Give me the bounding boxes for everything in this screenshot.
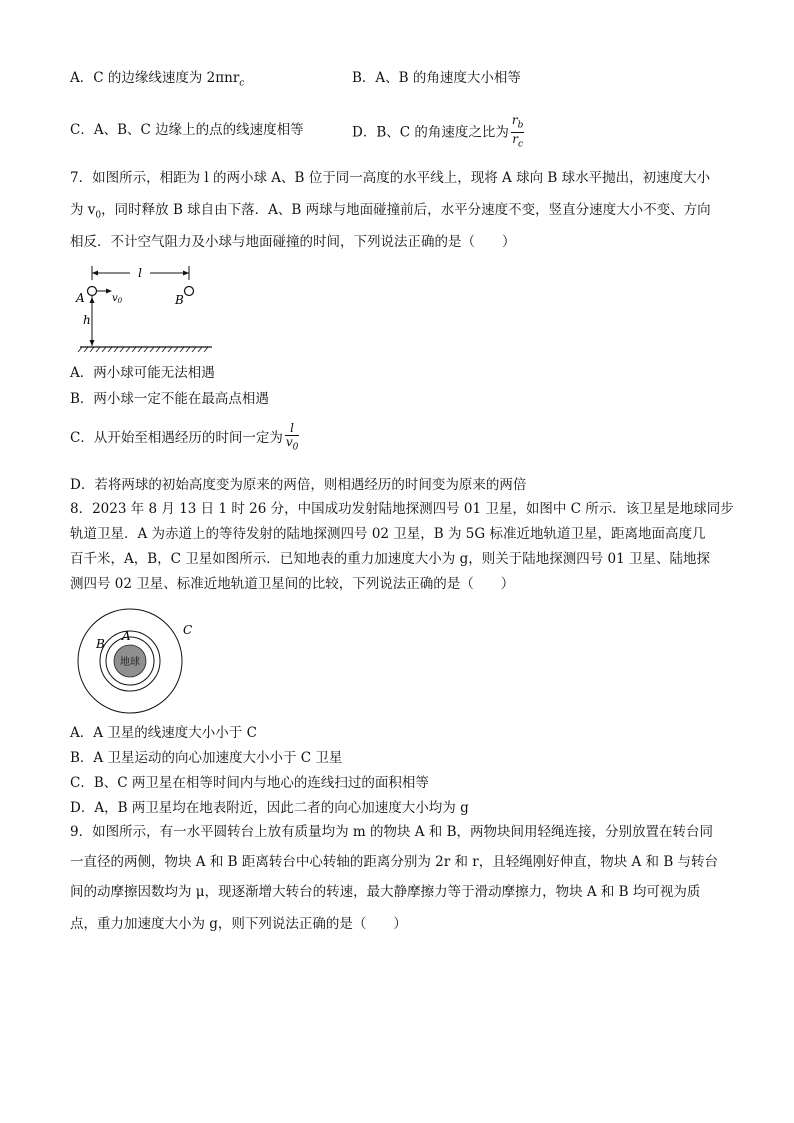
q7-figure — [70, 262, 220, 354]
q7-stem-line-3: 相反．不计空气阻力及小球与地面碰撞的时间，下列说法正确的是（ ） — [70, 234, 516, 250]
fig7-label-v0: $v_0$ — [112, 293, 123, 305]
earth-label: 地球 — [120, 657, 140, 668]
q9-stem-line-2: 一直径的两侧，物块 A 和 B 距离转台中心转轴的距离分别为 2r 和 r，且轻绳刚好伸直，物块 A 和 B 与转台 — [70, 854, 719, 870]
q7-option-b: B．两小球一定不能在最高点相遇 — [70, 391, 269, 407]
q6-d-fraction: $\frac{r_b}{r_c}$ — [511, 113, 524, 150]
q7-c-fraction: $\frac{l}{v_0}$ — [285, 421, 299, 453]
q8-stem-line-4: 测四号 02 卫星、标准近地轨道卫星间的比较，下列说法正确的是（ ） — [70, 576, 515, 592]
q8-option-b: B．A 卫星运动的向心加速度大小小于 C 卫星 — [70, 750, 343, 766]
q7-stem-line-2: 为 $v_0$，同时释放 B 球自由下落．A、B 两球与地面碰撞前后，水平分速度不变，竖直分速度大小不变、方向 — [70, 202, 711, 221]
q6-option-b: B．A、B 的角速度大小相等 — [352, 70, 521, 86]
ground-hatching — [78, 347, 208, 352]
q6-option-a: A．C 的边缘线速度为 2πnr$_c$ — [70, 70, 245, 89]
fig8-label-c: C — [183, 623, 193, 637]
ball-a — [88, 287, 97, 296]
q8-stem-line-1: 8．2023 年 8 月 13 日 1 时 26 分，中国成功发射陆地探测四号 01 卫星，如图中 C 所示．该卫星是地球同步 — [70, 501, 734, 517]
q8-figure — [72, 608, 202, 720]
q8-stem-line-2: 轨道卫星．A 为赤道上的等待发射的陆地探测四号 02 卫星，B 为 5G 标准近地轨道卫星，距离地面高度几 — [70, 526, 706, 542]
q7-option-d: D．若将两球的初始高度变为原来的两倍，则相遇经历的时间变为原来的两倍 — [70, 477, 527, 493]
ball-b — [185, 287, 194, 296]
q7-option-a: A．两小球可能无法相遇 — [70, 365, 215, 381]
fig7-label-l: l — [138, 266, 142, 280]
fig7-label-h: h — [83, 313, 91, 327]
q8-option-c: C．B、C 两卫星在相等时间内与地心的连线扫过的面积相等 — [70, 775, 429, 791]
q6-option-d: D．B、C 的角速度之比为 $\frac{r_b}{r_c}$ — [352, 113, 524, 150]
q7-option-c: C．从开始至相遇经历的时间一定为 $\frac{l}{v_0}$ — [70, 421, 299, 453]
q9-stem-line-4: 点，重力加速度大小为 g，则下列说法正确的是（ ） — [70, 916, 407, 932]
fig7-label-b: B — [175, 293, 184, 307]
q9-stem-line-1: 9．如图所示，有一水平圆转台上放有质量均为 m 的物块 A 和 B，两物块间用轻绳连接，分别放置在转台同 — [70, 824, 714, 840]
q8-stem-line-3: 百千米，A，B，C 卫星如图所示．已知地表的重力加速度大小为 g，则关于陆地探测四号 01 卫星、陆地探 — [70, 551, 710, 567]
q8-option-a: A．A 卫星的线速度大小小于 C — [70, 725, 257, 741]
fig8-label-b: B — [96, 637, 105, 651]
q8-option-d: D．A，B 两卫星均在地表附近，因此二者的向心加速度大小均为 g — [70, 800, 469, 816]
q7-stem-line-1: 7．如图所示，相距为 l 的两小球 A、B 位于同一高度的水平线上，现将 A 球向 B 球水平抛出，初速度大小 — [70, 170, 711, 186]
q6-option-c: C．A、B、C 边缘上的点的线速度相等 — [70, 122, 304, 138]
fig8-label-a: A — [122, 629, 131, 643]
q9-stem-line-3: 间的动摩擦因数均为 μ，现逐渐增大转台的转速，最大静摩擦力等于滑动摩擦力，物块 A 和 B 均可视为质 — [70, 884, 701, 900]
fig7-label-a: A — [76, 291, 85, 305]
